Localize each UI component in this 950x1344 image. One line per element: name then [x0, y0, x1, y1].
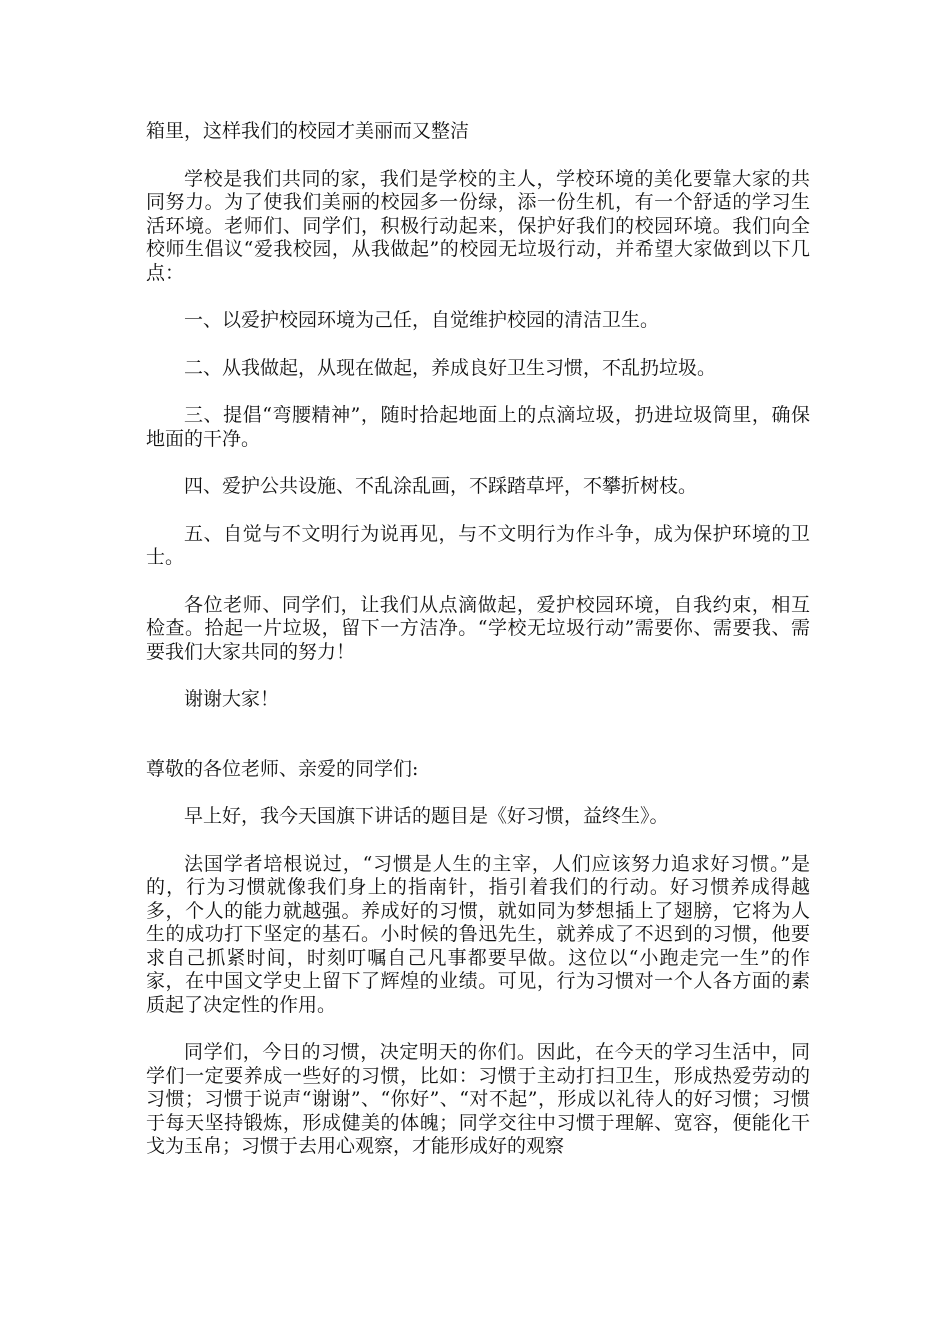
paragraph-intro: 学校是我们共同的家，我们是学校的主人，学校环境的美化要靠大家的共同努力。为了使我们美丽的校园多一份绿，添一份生机，有一个舒适的学习生活环境。老师们、同学们，积极行动起来，保护好我们的校园环境。我们向全校师生倡议“爱我校园，从我做起”的校园无垃圾行动，并希望大家做到以下几点： — [146, 167, 810, 284]
paragraph-point-2: 二、从我做起，从现在做起，养成良好卫生习惯，不乱扔垃圾。 — [184, 356, 717, 379]
paragraph-point-3: 三、提倡“弯腰精神”，随时拾起地面上的点滴垃圾，扔进垃圾筒里，确保地面的干净。 — [146, 404, 810, 450]
paragraph-salutation: 尊敬的各位老师、亲爱的同学们: — [146, 757, 419, 780]
paragraph-continuation: 箱里，这样我们的校园才美丽而又整洁 — [146, 120, 470, 142]
paragraph-point-4: 四、爱护公共设施、不乱涂乱画，不踩踏草坪，不攀折树枝。 — [184, 475, 698, 497]
paragraph-bacon-quote: 法国学者培根说过，“习惯是人生的主宰，人们应该努力追求好习惯。”是的，行为习惯就像我们身上的指南针，指引着我们的行动。好习惯养成得越多，个人的能力就越强。养成好的习惯，就如同为梦想插上了翅膀，它将为人生的成功打下坚定的基石。小时候的鲁迅先生，就养成了不迟到的习惯，他要求自己抓紧时间，时刻叮嘱自己凡事都要早做。这位以“小跑走完一生”的作家，在中国文学史上留下了辉煌的业绩。可见，行为习惯对一个人各方面的素质起了决定性的作用。 — [146, 852, 810, 1016]
paragraph-point-5: 五、自觉与不文明行为说再见，与不文明行为作斗争，成为保护环境的卫士。 — [146, 522, 810, 568]
paragraph-point-1: 一、以爱护校园环境为己任，自觉维护校园的清洁卫生。 — [184, 309, 660, 331]
paragraph-thanks: 谢谢大家！ — [184, 688, 280, 710]
paragraph-greeting: 早上好，我今天国旗下讲话的题目是《好习惯，益终生》。 — [184, 805, 669, 827]
paragraph-appeal: 各位老师、同学们，让我们从点滴做起，爱护校园环境，自我约束，相互检查。拾起一片垃圾，留下一方洁净。“学校无垃圾行动”需要你、需要我、需要我们大家共同的努力！ — [146, 593, 810, 663]
paragraph-habits: 同学们，今日的习惯，决定明天的你们。因此，在今天的学习生活中，同学们一定要养成一些好的习惯，比如：习惯于主动打扫卫生，形成热爱劳动的习惯；习惯于说声“谢谢”、“你好”、“对不起”，形成以礼待人的好习惯；习惯于每天坚持锻炼，形成健美的体魄；同学交往中习惯于理解、宽容，便能化干戈为玉帛；习惯于去用心观察，才能形成好的观察 — [146, 1041, 810, 1157]
document-body — [146, 120, 810, 1183]
